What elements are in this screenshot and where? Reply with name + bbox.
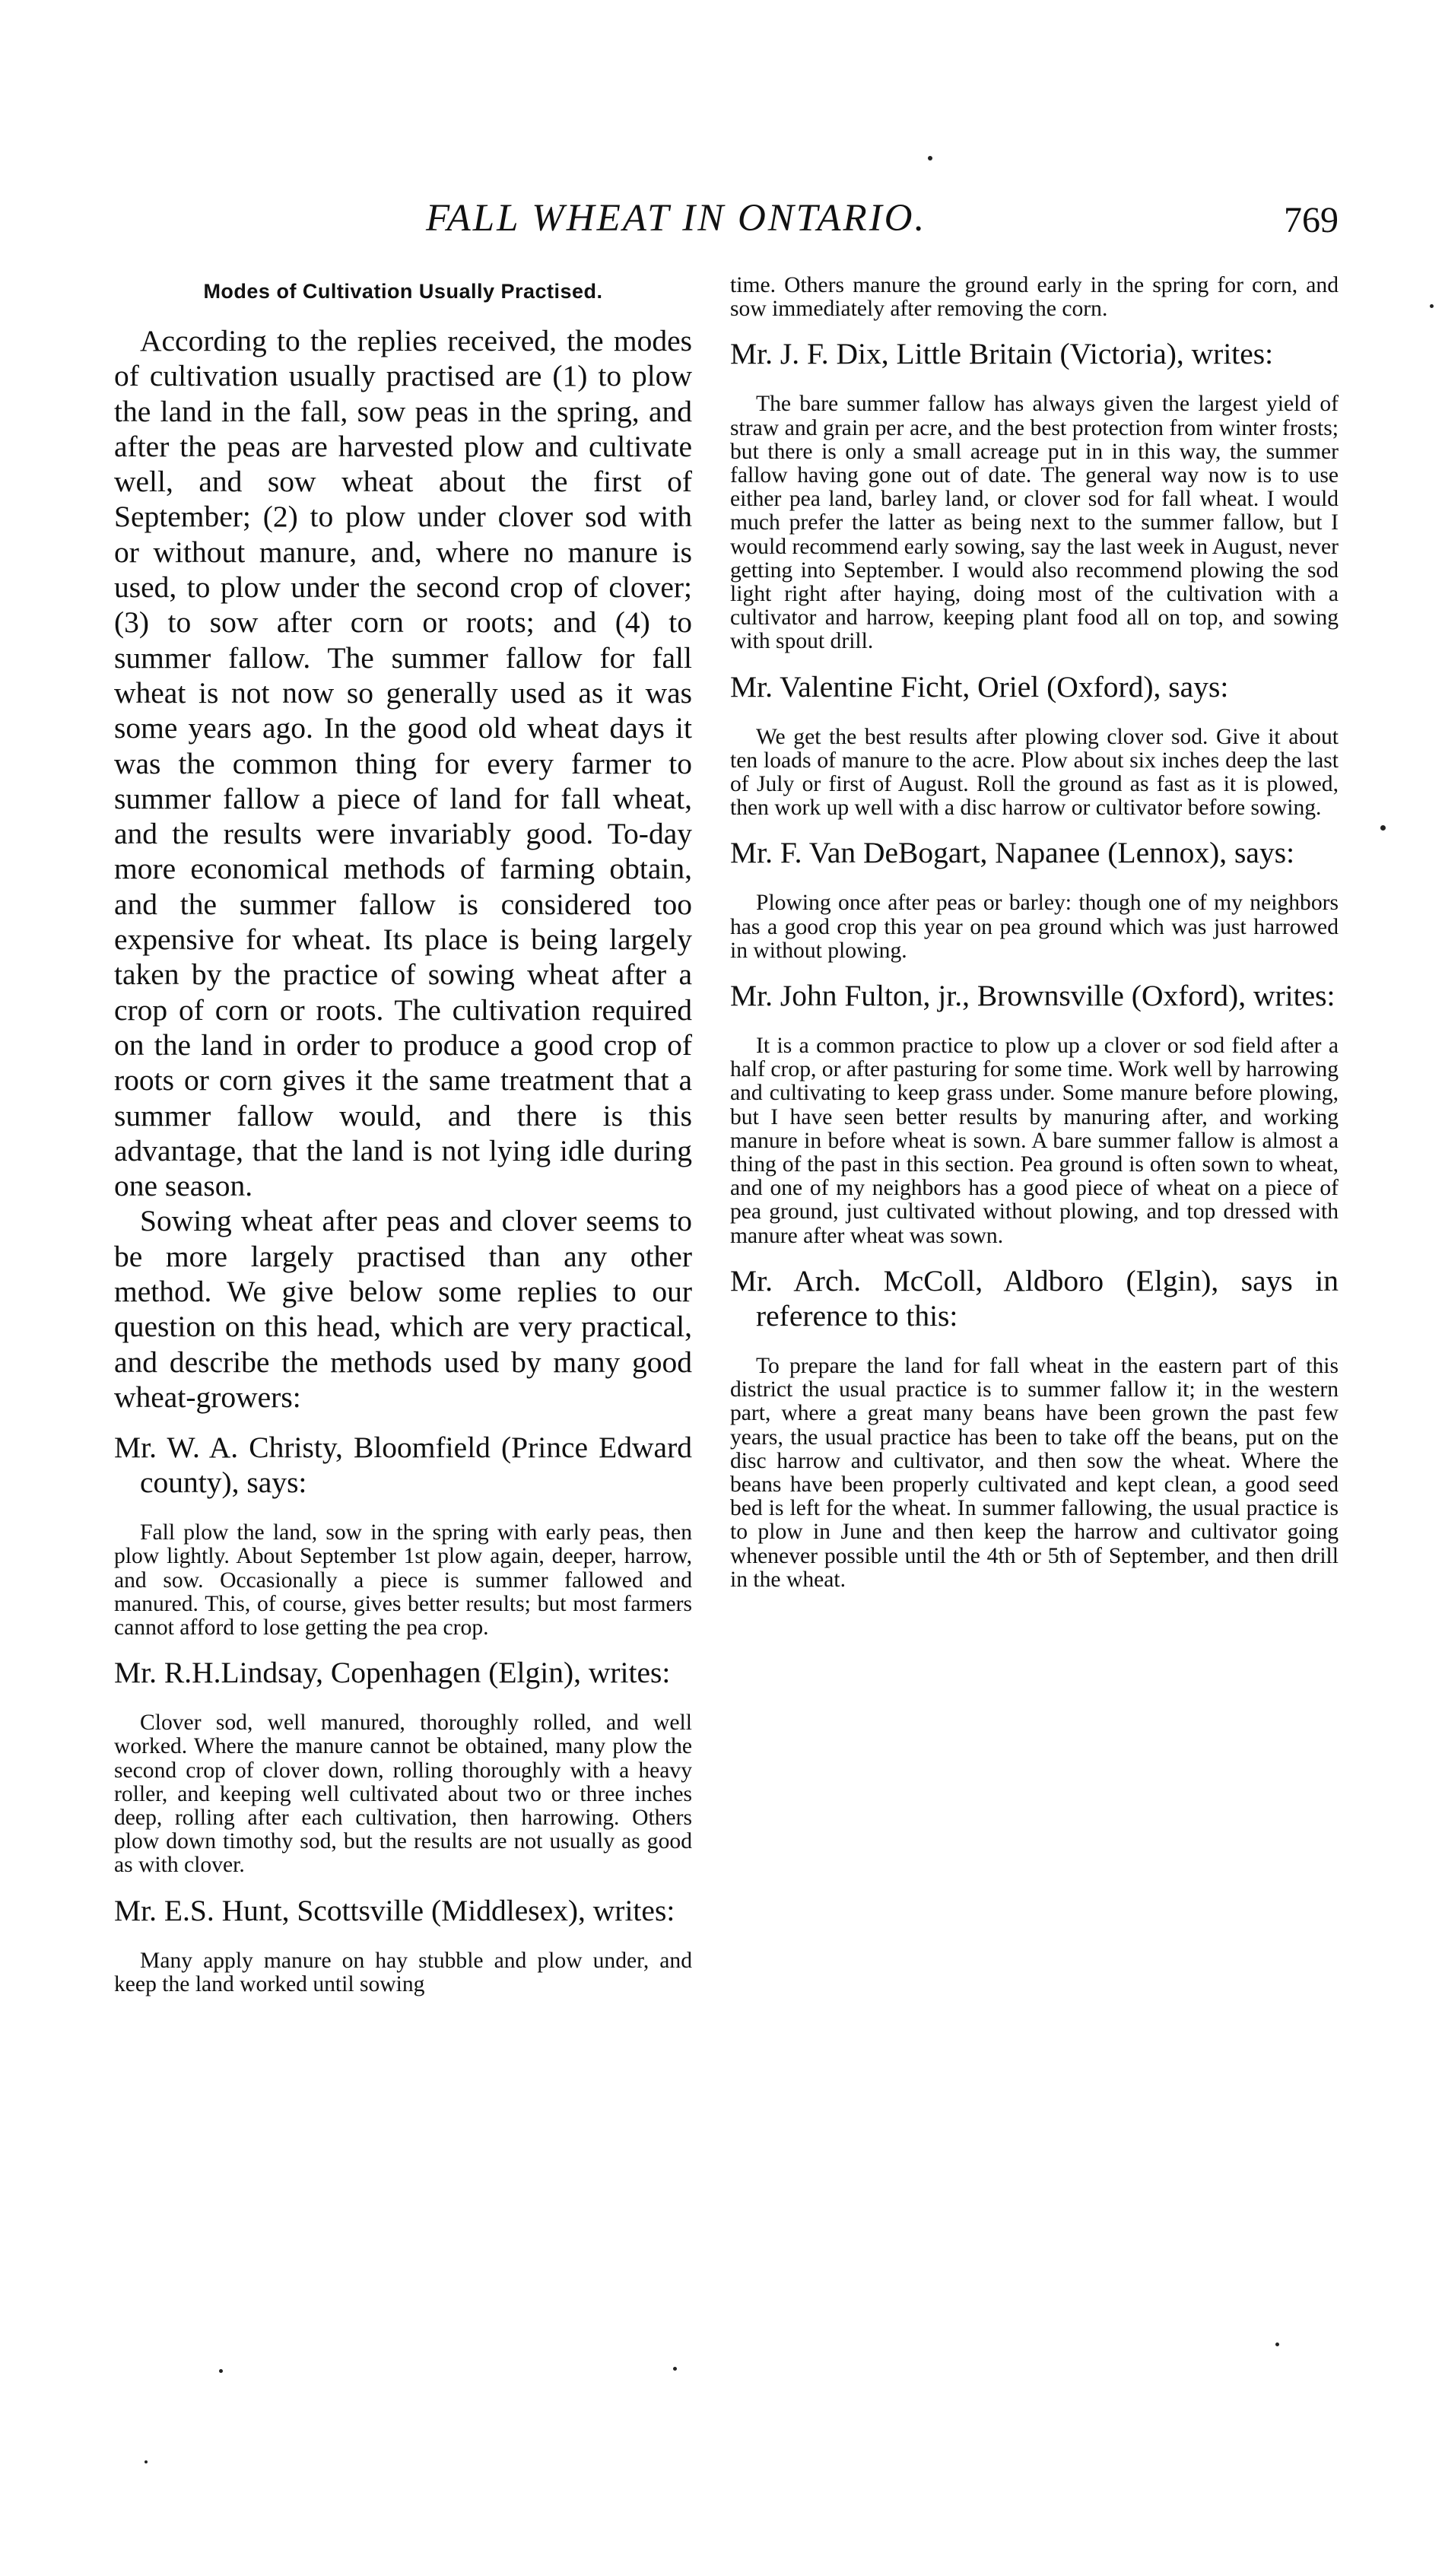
hunt-quote-continued: time. Others manure the ground early in the spring for corn, and sow immediately after removing the corn.	[730, 273, 1339, 322]
body-paragraph-1: According to the replies received, the modes of cultivation usually practised are (1) to plow the land in the fall, sow peas in the spring, and after the peas are harvested plow and cultivate well, and sow wheat about the first of September; (2) to plow under clover sod with or without manure, and, where no manure is used, to plow under the second crop of clover; (3) to sow after corn or roots; and (4) to summer fallow. The summer fallow for fall wheat is not now so generally used as it was some years ago. In the good old wheat days it was the common thing for every farmer to summer fallow a piece of land for fall wheat, and the results were invariably good. To-day more economical methods of farming obtain, and the summer fallow is considered too expensive for wheat. Its place is being largely taken by the practice of sowing wheat after a crop of corn or roots. The cultivation required on the land in order to produce a good crop of roots or corn gives it the same treatment that a summer fallow would, and there is this advantage, that the land is not lying idle during one season.	[114, 324, 692, 1203]
debogart-quote: Plowing once after peas or barley: though one of my neighbors has a good crop this year on pea ground which was just harrowed in without plowing.	[730, 891, 1339, 963]
body-paragraph-2: Sowing wheat after peas and clover seems to be more largely practised than any other method. We give below some replies to our question on this head, which are very practical, and describe the methods used by many good wheat-growers:	[114, 1204, 692, 1414]
dix-intro: Mr. J. F. Dix, Little Britain (Victoria), writes:	[730, 337, 1274, 371]
mccoll-quote: To prepare the land for fall wheat in the eastern part of this district the usual practice is to summer fallow it; in the western part, where a great many beans have been grown the past few years, the usual practice has been to take off the beans, put on the disc harrow and cultivator, and then sow the wheat. Where the beans have been properly cultivated and kept clean, a good seed bed is left for the wheat. In summer fallowing, the usual practice is to plow in June and then keep the harrow and cultivator going whenever possible until the 4th or 5th of September, and then drill in the wheat.	[730, 1353, 1339, 1592]
scan-speck	[219, 2369, 223, 2373]
section-heading: Modes of Cultivation Usually Practised.	[203, 280, 603, 303]
running-head: FALL WHEAT IN ONTARIO.	[426, 197, 927, 240]
scan-speck	[144, 2460, 148, 2463]
debogart-intro: Mr. F. Van DeBogart, Napanee (Lennox), says:	[730, 836, 1295, 870]
hunt-quote: Many apply manure on hay stubble and plow under, and keep the land worked until sowing	[114, 1948, 692, 1996]
fulton-quote: It is a common practice to plow up a clover or sod field after a half crop, or after pasturing for some time. Work well by harrowing and cultivating to keep grass under. Some manure before plowing, but I have seen better results by manuring after, and working manure in before wheat is sown. A bare summer fallow is almost a thing of the past in this section. Pea ground is often sown to wheat, and one of my neighbors has a good piece of wheat on a piece of pea ground, just cultivated without plowing, and top dressed with manure after wheat was sown.	[730, 1034, 1339, 1248]
scan-speck	[1380, 825, 1386, 831]
scan-speck	[673, 2367, 677, 2371]
lindsay-intro: Mr. R.H.Lindsay, Copenhagen (Elgin), writes:	[114, 1656, 671, 1690]
christy-intro: Mr. W. A. Christy, Bloomfield (Prince Edward county), says:	[114, 1431, 692, 1500]
hunt-intro: Mr. E.S. Hunt, Scottsville (Middlesex), writes:	[114, 1893, 675, 1927]
left-column	[114, 274, 692, 2010]
scan-speck	[928, 156, 932, 160]
scan-speck	[1275, 2343, 1279, 2346]
right-column	[730, 274, 1339, 1606]
christy-quote: Fall plow the land, sow in the spring with early peas, then plow lightly. About September 1st plow again, deeper, harrow, and sow. Occasionally a piece is summer fallowed and manured. This, of course, gives better results; but most farmers cannot afford to lose getting the pea crop.	[114, 1520, 692, 1641]
ficht-quote: We get the best results after plowing clover sod. Give it about ten loads of manure to the acre. Plow about six inches deep the last of July or first of August. Roll the ground as fast as it is plowed, then work up well with a disc harrow or cultivator before sowing.	[730, 724, 1339, 821]
ficht-intro: Mr. Valentine Ficht, Oriel (Oxford), says:	[730, 669, 1229, 704]
fulton-intro: Mr. John Fulton, jr., Brownsville (Oxford), writes:	[730, 979, 1335, 1013]
lindsay-quote: Clover sod, well manured, thoroughly rolled, and well worked. Where the manure cannot be obtained, many plow the second crop of clover down, rolling thoroughly with a heavy roller, and keeping well cultivated about two or three inches deep, rolling after each cultivation, then harrowing. Others plow down timothy sod, but the results are not usually as good as with clover.	[114, 1710, 692, 1878]
page-number: 769	[1284, 200, 1339, 240]
scan-speck	[1430, 304, 1434, 308]
mccoll-intro: Mr. Arch. McColl, Aldboro (Elgin), says in reference to this:	[730, 1263, 1339, 1332]
dix-quote: The bare summer fallow has always given the largest yield of straw and grain per acre, and the best protection from winter frosts; but there is only a small acreage put in in this way, the summer fallow having gone out of date. The general way now is to use either pea land, barley land, or clover sod for fall wheat. I would much prefer the latter as being next to the summer fallow, but I would recommend early sowing, say the last week in August, never getting into September. I would also recommend plowing the sod light right after haying, doing most of the cultivation with a cultivator and harrow, keeping plant food all on top, and sowing with spout drill.	[730, 392, 1339, 654]
